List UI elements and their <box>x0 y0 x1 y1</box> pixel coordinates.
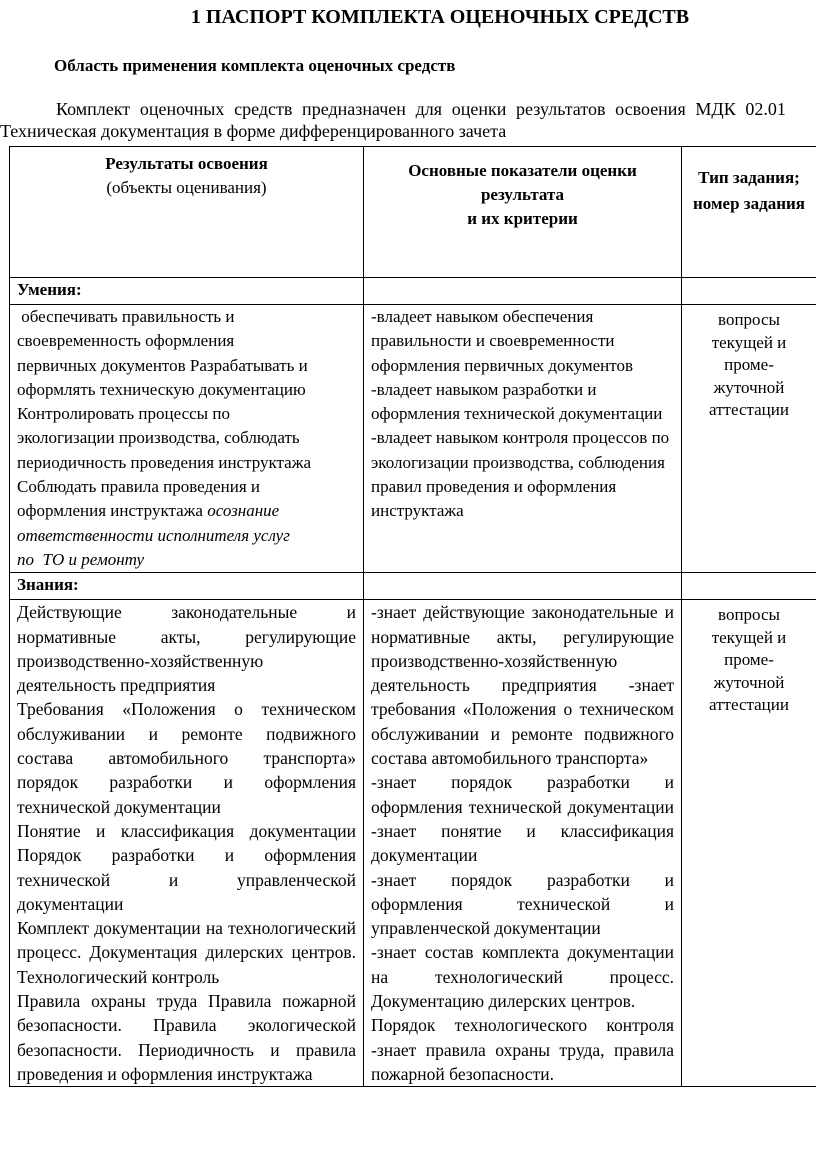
intro-line: Техническая документация в форме дифференцированного зачета <box>0 121 507 141</box>
skills-result-italic: ответственности исполнителя услуг <box>17 525 290 545</box>
knowledge-result-paragraph: Правила охраны труда Правила пожарной безопасности. Правила экологической безопасности. Периодичность и правила проведения и оформления инструктажа <box>17 991 356 1084</box>
skills-result-line: первичных документов Разрабатывать и <box>17 355 308 375</box>
empty-cell <box>682 573 816 600</box>
knowledge-result-paragraph: Понятие и классификация документации Порядок разработки и оформления технической и управленческой документации <box>17 820 356 914</box>
skills-result-line <box>17 499 356 523</box>
task-type-line: вопросы <box>718 605 780 625</box>
skills-result-line: экологизации производства, соблюдать <box>17 428 300 448</box>
knowledge-criteria-cell <box>364 600 682 1087</box>
knowledge-results-cell <box>10 600 364 1087</box>
assessment-table <box>9 146 816 1087</box>
empty-cell <box>682 278 816 305</box>
section-label-knowledge: Знания: <box>10 573 364 600</box>
intro-line: Комплект оценочных средств предназначен для оценки результатов освоения МДК 02.01 <box>56 99 786 119</box>
skills-result-line: Контролировать процессы по <box>17 404 230 424</box>
skills-result-italic: осознание <box>207 501 280 521</box>
intro-paragraph <box>0 98 816 142</box>
header-criteria <box>364 147 682 278</box>
knowledge-result-paragraph: Комплект документации на технологический процесс. Документация дилерских центров. Технологический контроль <box>17 918 356 987</box>
skills-result-line: обеспечивать правильность и <box>17 307 235 326</box>
task-type-line: текущей и <box>711 627 787 647</box>
header-criteria-line: и их критерии <box>467 209 578 228</box>
header-results-title: Результаты освоения <box>105 154 268 173</box>
task-type-line: жуточной <box>713 672 785 692</box>
task-type-line: проме- <box>724 355 774 374</box>
task-type-line: жуточной <box>713 377 785 397</box>
header-criteria-line: результата <box>480 185 565 204</box>
table-header-row <box>10 147 816 278</box>
skills-result-italic: по ТО и ремонту <box>17 549 145 569</box>
header-task-type-line: номер задания <box>692 194 806 213</box>
empty-cell <box>364 278 682 305</box>
skills-result-line: своевременность оформления <box>17 331 235 351</box>
header-results <box>10 147 364 278</box>
section-label-skills: Умения: <box>10 278 364 305</box>
task-type-line: проме- <box>724 650 774 670</box>
table-row-knowledge <box>10 600 816 1087</box>
skills-result-line: периодичность проведения инструктажа <box>17 452 312 472</box>
knowledge-criteria-paragraph: -знает порядок разработки и оформления технической и управленческой документации <box>371 869 674 939</box>
task-type-line: аттестации <box>709 400 789 419</box>
section-row-skills <box>10 278 816 305</box>
header-results-subtitle: (объекты оценивания) <box>106 178 267 197</box>
section-row-knowledge <box>10 573 816 600</box>
header-task-type <box>682 147 816 278</box>
knowledge-task-type-cell <box>682 600 816 1087</box>
skills-task-type-cell <box>682 305 816 573</box>
skills-criteria-cell: -владеет навыком обеспечения правильности и своевременности оформления первичных документов -владеет навыком разработки и оформления технической документации -владеет навыком контроля процессов по экологизации производства, соблюдения правил проведения и оформления инструктажа <box>364 305 682 573</box>
empty-cell <box>364 573 682 600</box>
skills-results-cell <box>10 305 364 573</box>
skills-result-text: оформления инструктажа <box>17 501 208 521</box>
skills-result-line: оформлять техническую документацию <box>17 379 306 399</box>
task-type-line: вопросы <box>718 310 780 329</box>
task-type-line: текущей и <box>711 332 787 352</box>
knowledge-result-paragraph: Требования «Положения о техническом обслуживании и ремонте подвижного состава автомобильного транспорта» порядок разработки и оформления технической документации <box>17 699 356 817</box>
knowledge-criteria-paragraph: -знает действующие законодательные и нормативные акты, регулирующие производственно-хозяйственную деятельность предприятия -знает требования «Положения о техническом обслуживании и ремонте подвижного состава автомобильного транспорта» <box>371 602 674 769</box>
header-criteria-line: Основные показатели оценки <box>408 161 637 180</box>
task-type-line: аттестации <box>709 695 789 715</box>
table-row-skills <box>10 305 816 573</box>
knowledge-criteria-paragraph: Порядок технологического контроля -знает правила охраны труда, правила пожарной безопасности. <box>371 1015 674 1084</box>
section-subtitle: Область применения комплекта оценочных средств <box>54 56 456 75</box>
header-task-type-line: Тип задания; <box>698 168 800 187</box>
knowledge-result-paragraph: Действующие законодательные и нормативные акты, регулирующие производственно-хозяйственную деятельность предприятия <box>17 602 356 696</box>
skills-result-line: Соблюдать правила проведения и <box>17 477 261 497</box>
knowledge-criteria-paragraph: -знает порядок разработки и оформления технической документации -знает понятие и классификация документации <box>371 772 674 866</box>
knowledge-criteria-paragraph: -знает состав комплекта документации на технологический процесс. Документацию дилерских центров. <box>371 942 674 1012</box>
document-title: 1 ПАСПОРТ КОМПЛЕКТА ОЦЕНОЧНЫХ СРЕДСТВ <box>190 6 690 28</box>
